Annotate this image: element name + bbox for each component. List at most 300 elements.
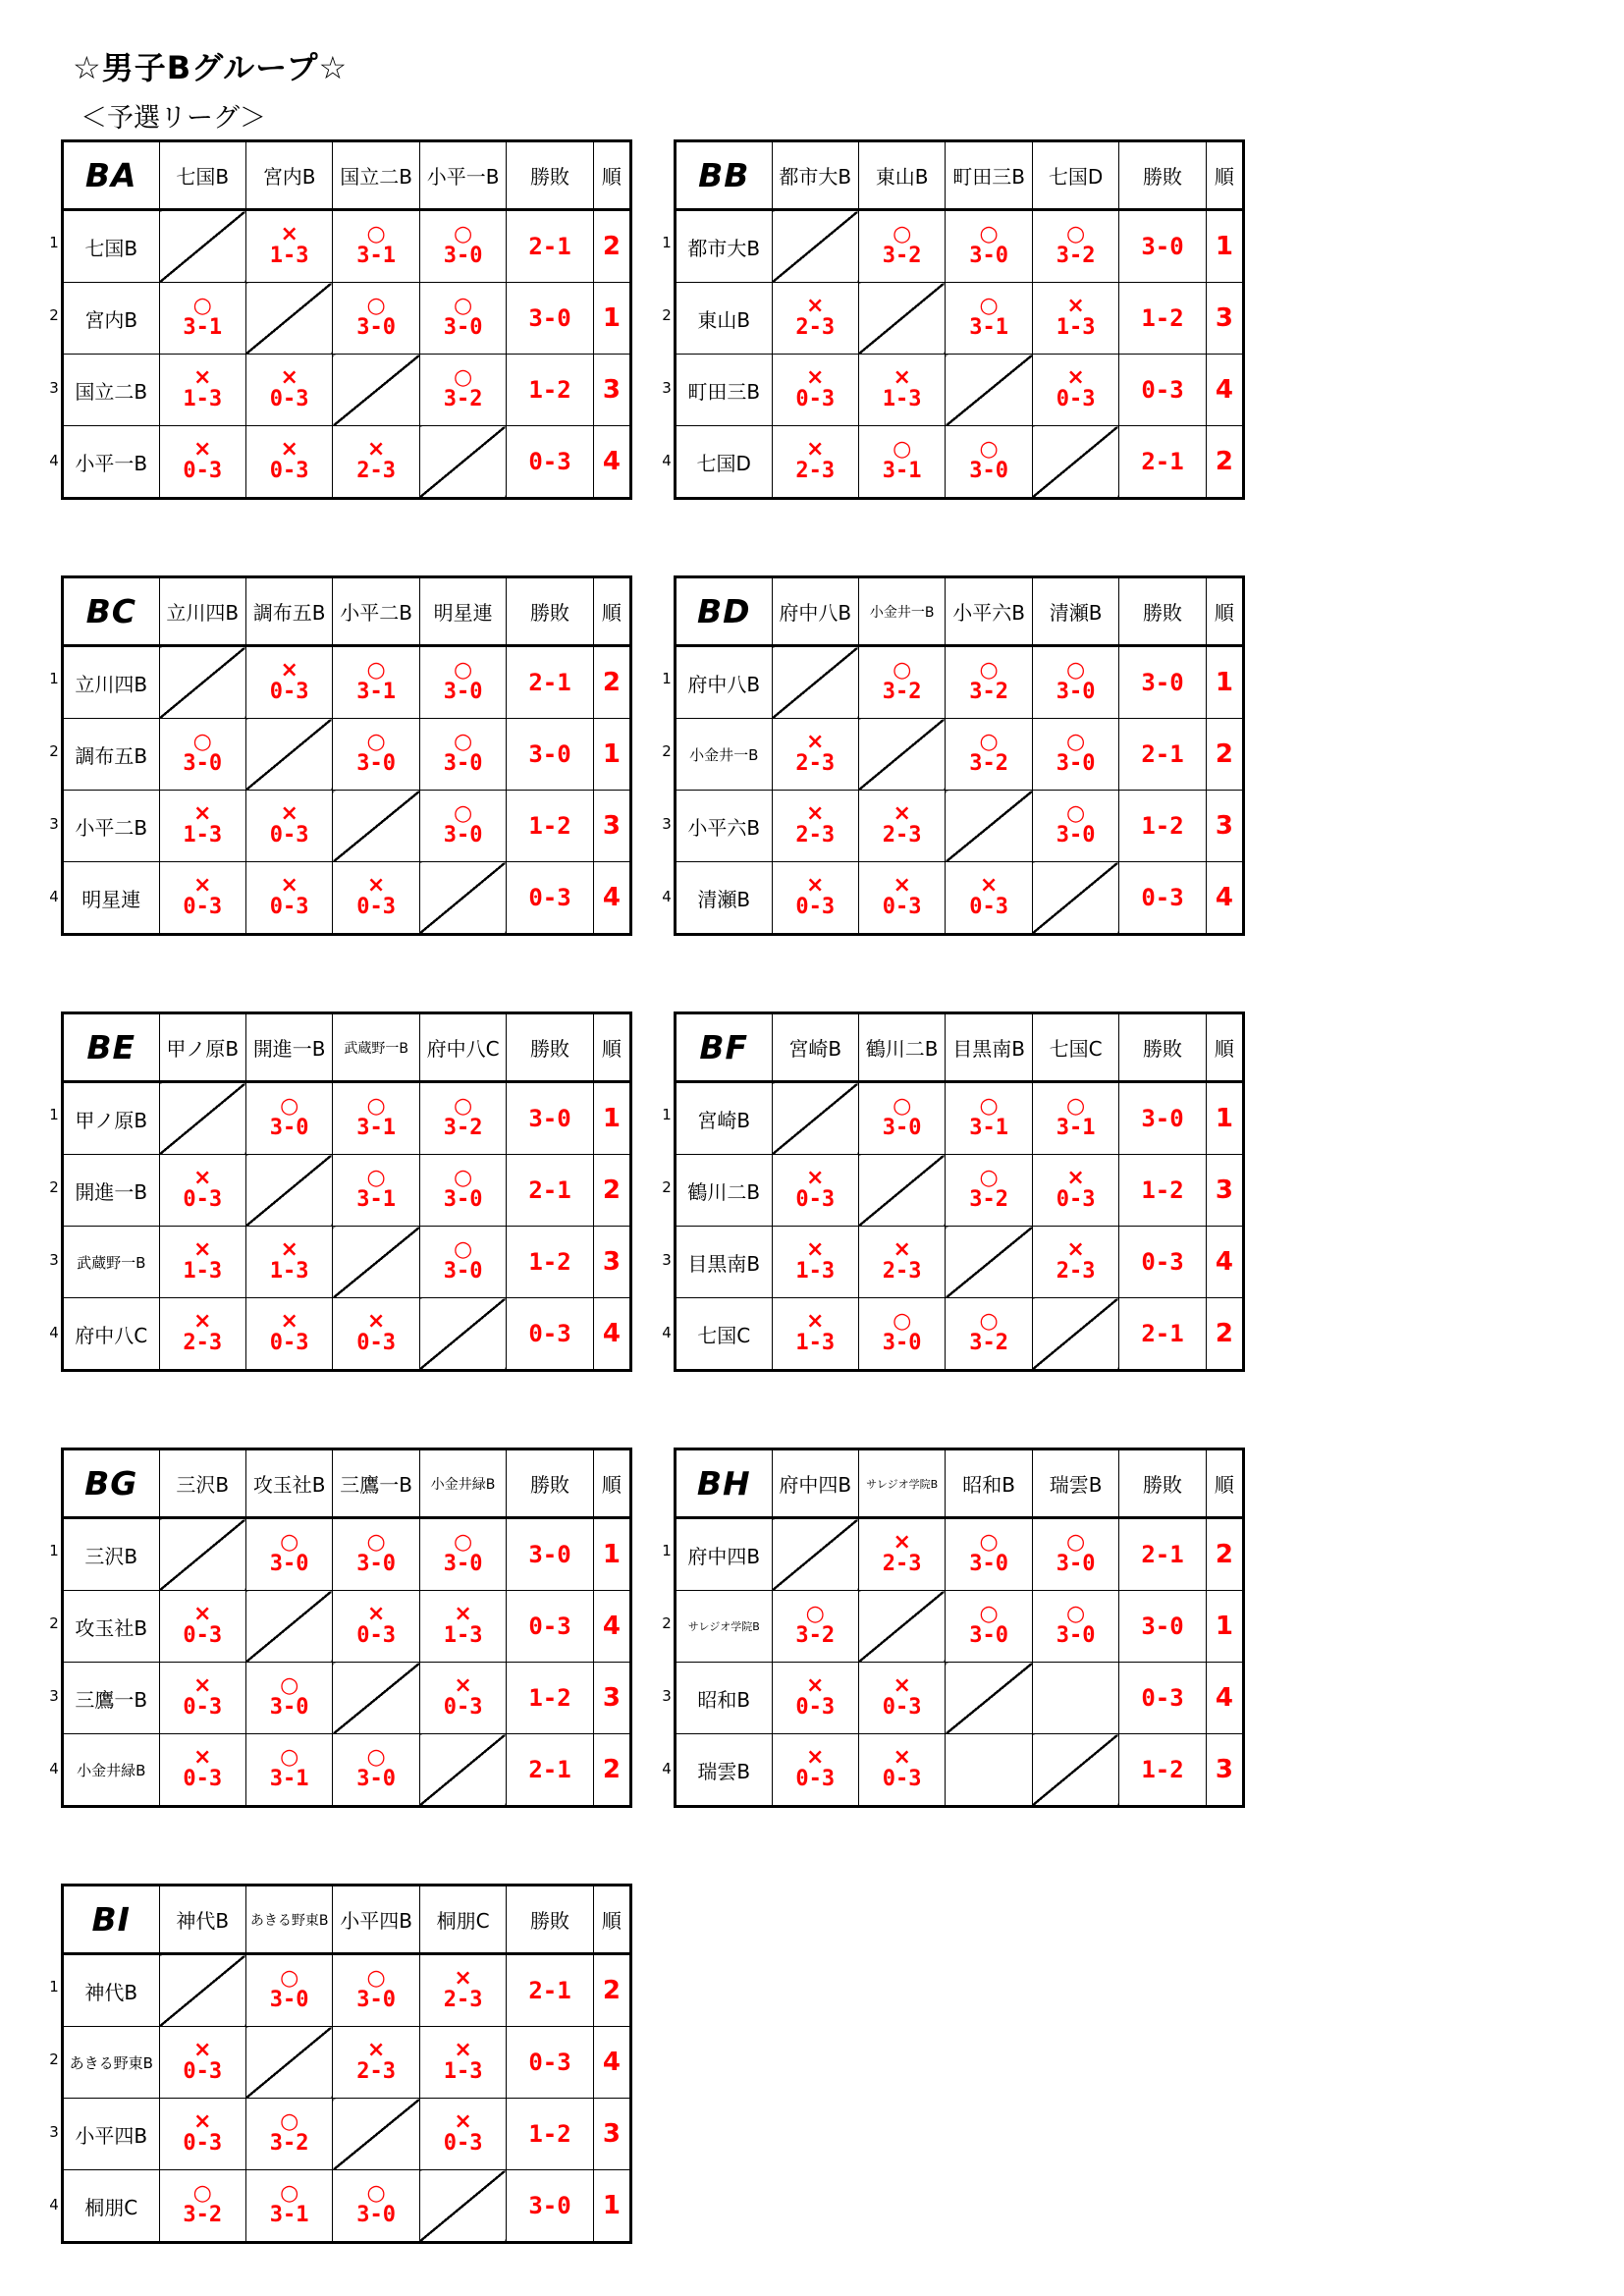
team-row	[63, 646, 631, 719]
result-mark: ○	[893, 658, 912, 683]
win-loss-record: 1-2	[507, 791, 593, 862]
result-mark: ×	[193, 1602, 212, 1626]
win-loss-record: 0-3	[1119, 355, 1206, 426]
match-result	[419, 1227, 506, 1298]
header-win-loss: 勝敗	[507, 141, 593, 210]
group-table	[61, 139, 632, 500]
result-score: 0-3	[795, 895, 836, 919]
column-team-name: 宮崎B	[772, 1013, 858, 1082]
result-score: 3-1	[356, 1116, 396, 1140]
team-row	[676, 210, 1244, 283]
match-result	[772, 1663, 858, 1734]
page-subtitle: ＜予選リーグ＞	[81, 103, 266, 134]
result-score: 0-3	[356, 895, 396, 919]
result-mark: ○	[192, 730, 212, 754]
match-result	[333, 1155, 419, 1227]
row-team-name: 桐朋C	[63, 2170, 160, 2243]
result-score: 2-3	[1056, 1259, 1096, 1284]
self-match-diagonal	[333, 791, 419, 862]
self-match-diagonal	[772, 210, 858, 283]
group-block-bi	[47, 1884, 648, 2247]
result-mark: ○	[453, 222, 473, 246]
row-team-name: 小平四B	[63, 2099, 160, 2170]
row-team-name: 立川四B	[63, 646, 160, 719]
result-mark: ○	[979, 437, 999, 462]
row-team-name: 府中八B	[676, 646, 773, 719]
match-result	[159, 2027, 245, 2099]
match-result	[159, 791, 245, 862]
result-score: 3-2	[969, 751, 1008, 776]
match-result	[333, 862, 419, 935]
match-result	[858, 791, 945, 862]
column-team-name: 攻玉社B	[245, 1449, 332, 1518]
result-score: 3-0	[356, 1552, 396, 1576]
match-result	[159, 1591, 245, 1663]
match-result	[333, 1591, 419, 1663]
result-score: 3-0	[356, 2203, 396, 2227]
rank-value: 3	[1206, 1155, 1243, 1227]
result-score: 0-3	[269, 895, 309, 919]
match-result	[1032, 1155, 1118, 1227]
self-match-diagonal	[772, 1082, 858, 1155]
win-loss-record: 2-1	[507, 1734, 593, 1807]
match-result	[245, 2099, 332, 2170]
row-team-name: 清瀬B	[676, 862, 773, 935]
column-team-name: 桐朋C	[419, 1886, 506, 1954]
match-result	[245, 1734, 332, 1807]
result-mark: ×	[280, 873, 298, 898]
row-team-name: 調布五B	[63, 719, 160, 791]
win-loss-record: 0-3	[507, 862, 593, 935]
rank-value: 1	[1206, 210, 1243, 283]
match-result	[858, 1227, 945, 1298]
row-number: 4	[49, 1760, 59, 1777]
win-loss-record: 0-3	[1119, 862, 1206, 935]
result-mark: ×	[193, 801, 212, 826]
result-score: 3-0	[882, 1331, 922, 1355]
group-table	[61, 1011, 632, 1372]
result-score: 3-2	[443, 387, 483, 411]
row-number: 1	[49, 1542, 59, 1559]
result-score: 0-3	[183, 895, 223, 919]
header-win-loss: 勝敗	[507, 1886, 593, 1954]
column-team-name: 府中八C	[419, 1013, 506, 1082]
column-team-name: 小平六B	[946, 577, 1032, 646]
row-team-name: 都市大B	[676, 210, 773, 283]
result-score: 3-0	[443, 1552, 483, 1576]
result-mark: ×	[193, 873, 212, 898]
result-score: 3-1	[882, 459, 922, 483]
result-mark: ○	[979, 730, 999, 754]
match-result	[946, 1298, 1032, 1371]
win-loss-record: 1-2	[1119, 1734, 1206, 1807]
win-loss-record: 1-2	[1119, 791, 1206, 862]
self-match-diagonal	[419, 426, 506, 499]
match-result	[159, 1734, 245, 1807]
match-result	[419, 210, 506, 283]
team-row	[676, 355, 1244, 426]
result-score: 1-3	[882, 387, 922, 411]
header-rank: 順	[1206, 577, 1243, 646]
rank-value: 3	[1206, 1734, 1243, 1807]
match-result	[159, 862, 245, 935]
result-mark: ×	[806, 1237, 825, 1262]
match-result	[245, 862, 332, 935]
row-number: 4	[662, 452, 672, 469]
win-loss-record: 3-0	[507, 1082, 593, 1155]
match-result	[946, 1155, 1032, 1227]
result-mark: ○	[366, 2181, 386, 2206]
match-result	[946, 646, 1032, 719]
team-row	[676, 1591, 1244, 1663]
row-number: 2	[662, 742, 672, 760]
match-result	[419, 1954, 506, 2027]
row-number: 4	[662, 1324, 672, 1341]
column-team-name: 開進一B	[245, 1013, 332, 1082]
result-mark: ×	[193, 437, 212, 462]
row-number: 1	[662, 234, 672, 251]
self-match-diagonal	[159, 646, 245, 719]
match-result	[772, 1155, 858, 1227]
result-mark: ○	[453, 730, 473, 754]
result-score: 0-3	[183, 2131, 223, 2156]
self-match-diagonal	[772, 1518, 858, 1591]
result-score: 3-1	[183, 315, 223, 340]
match-result	[245, 2170, 332, 2243]
result-score: 0-3	[269, 680, 309, 704]
group-block-bh	[660, 1448, 1261, 1811]
match-result	[1032, 1591, 1118, 1663]
team-row	[63, 1298, 631, 1371]
rank-value: 2	[593, 210, 630, 283]
team-row	[676, 719, 1244, 791]
result-mark: ×	[366, 873, 386, 898]
self-match-diagonal	[159, 210, 245, 283]
match-result	[419, 719, 506, 791]
row-number: 2	[49, 1178, 59, 1196]
result-score: 0-3	[183, 1767, 223, 1791]
result-mark: ×	[280, 658, 298, 683]
row-team-name: 町田三B	[676, 355, 773, 426]
column-team-name: 小平二B	[333, 577, 419, 646]
team-row	[676, 426, 1244, 499]
result-score: 3-0	[1056, 1623, 1096, 1648]
row-number: 1	[49, 234, 59, 251]
row-number: 1	[662, 1106, 672, 1123]
rank-value: 1	[1206, 646, 1243, 719]
row-number: 3	[662, 1687, 672, 1705]
rank-value: 4	[593, 2027, 630, 2099]
result-score: 0-3	[795, 387, 836, 411]
column-team-name: 府中四B	[772, 1449, 858, 1518]
result-mark: ○	[453, 1166, 473, 1190]
row-team-name: 宮内B	[63, 283, 160, 355]
self-match-diagonal	[946, 1227, 1032, 1298]
match-result	[245, 1663, 332, 1734]
rank-value: 2	[1206, 1298, 1243, 1371]
result-score: 3-2	[882, 680, 922, 704]
self-match-diagonal	[858, 1155, 945, 1227]
result-score: 0-3	[356, 1623, 396, 1648]
result-mark: ○	[1065, 1602, 1086, 1626]
match-result	[159, 1663, 245, 1734]
result-score: 3-1	[356, 244, 396, 268]
result-mark: ○	[893, 222, 912, 246]
match-result	[1032, 719, 1118, 791]
rank-value: 1	[593, 719, 630, 791]
self-match-diagonal	[858, 283, 945, 355]
row-number: 2	[662, 1614, 672, 1632]
match-result	[333, 2170, 419, 2243]
group-block-bc	[47, 575, 648, 939]
group-label: BH	[676, 1449, 773, 1518]
group-label: BE	[63, 1013, 160, 1082]
self-match-diagonal	[245, 1155, 332, 1227]
match-result	[333, 1298, 419, 1371]
result-score: 1-3	[443, 1623, 483, 1648]
result-score: 3-2	[443, 1116, 483, 1140]
column-team-name: 小金井一B	[858, 577, 945, 646]
result-score: 2-3	[356, 2059, 396, 2084]
header-win-loss: 勝敗	[1119, 1449, 1206, 1518]
rank-value: 2	[593, 1155, 630, 1227]
match-result	[245, 426, 332, 499]
row-number: 2	[662, 1178, 672, 1196]
self-match-diagonal	[333, 1227, 419, 1298]
result-mark: ○	[366, 294, 386, 318]
match-result	[159, 2170, 245, 2243]
match-result	[946, 719, 1032, 791]
result-score: 3-2	[969, 1187, 1008, 1212]
result-score: 3-1	[969, 1116, 1008, 1140]
column-team-name: 武蔵野一B	[333, 1013, 419, 1082]
match-result	[419, 646, 506, 719]
match-result	[245, 1954, 332, 2027]
group-block-bf	[660, 1011, 1261, 1375]
group-label: BG	[63, 1449, 160, 1518]
result-mark: ×	[280, 1309, 298, 1334]
column-team-name: 調布五B	[245, 577, 332, 646]
match-result	[333, 719, 419, 791]
team-row	[676, 1518, 1244, 1591]
team-row	[676, 1663, 1244, 1734]
match-result	[858, 1663, 945, 1734]
result-score: 1-3	[443, 2059, 483, 2084]
result-score: 3-0	[443, 680, 483, 704]
result-mark: ×	[193, 1237, 212, 1262]
match-result	[419, 1663, 506, 1734]
win-loss-record: 0-3	[507, 426, 593, 499]
result-score: 2-3	[882, 1552, 922, 1576]
column-team-name: 宮内B	[245, 141, 332, 210]
self-match-diagonal	[159, 1518, 245, 1591]
group-label: BB	[676, 141, 773, 210]
rank-value: 2	[593, 646, 630, 719]
result-mark: ○	[280, 1673, 299, 1698]
column-team-name: 七国C	[1032, 1013, 1118, 1082]
match-result	[159, 355, 245, 426]
column-team-name: あきる野東B	[245, 1886, 332, 1954]
match-result	[245, 1227, 332, 1298]
self-match-diagonal	[333, 2099, 419, 2170]
row-number: 4	[662, 1760, 672, 1777]
row-team-name: 七国D	[676, 426, 773, 499]
result-score: 0-3	[795, 1187, 836, 1212]
column-team-name: 三鷹一B	[333, 1449, 419, 1518]
header-win-loss: 勝敗	[1119, 577, 1206, 646]
match-result	[1032, 791, 1118, 862]
row-number: 1	[49, 1106, 59, 1123]
row-number: 2	[49, 2050, 59, 2068]
result-score: 0-3	[183, 1695, 223, 1720]
result-mark: ○	[979, 1309, 999, 1334]
result-mark: ×	[366, 1309, 386, 1334]
rank-value: 1	[593, 1518, 630, 1591]
row-team-name: 昭和B	[676, 1663, 773, 1734]
row-team-name: 府中八C	[63, 1298, 160, 1371]
row-number: 4	[49, 2196, 59, 2214]
team-row	[63, 2170, 631, 2243]
rank-value: 1	[593, 2170, 630, 2243]
match-result	[419, 1155, 506, 1227]
row-team-name: 開進一B	[63, 1155, 160, 1227]
result-mark: ○	[979, 1602, 999, 1626]
header-rank: 順	[593, 1886, 630, 1954]
group-table	[61, 1448, 632, 1808]
team-row	[676, 646, 1244, 719]
result-score: 3-0	[356, 1988, 396, 2012]
result-mark: ○	[192, 294, 212, 318]
self-match-diagonal	[858, 1591, 945, 1663]
match-result	[159, 1298, 245, 1371]
row-number: 1	[49, 670, 59, 687]
result-score: 2-3	[183, 1331, 223, 1355]
result-score: 3-0	[269, 1116, 309, 1140]
row-number: 4	[49, 452, 59, 469]
result-score: 0-3	[183, 1187, 223, 1212]
result-score: 0-3	[882, 1767, 922, 1791]
self-match-diagonal	[245, 719, 332, 791]
result-mark: ×	[280, 222, 298, 246]
result-score: 0-3	[1056, 387, 1096, 411]
result-mark: ×	[280, 1237, 298, 1262]
result-score: 3-1	[269, 2203, 309, 2227]
row-team-name: 目黒南B	[676, 1227, 773, 1298]
team-row	[63, 1591, 631, 1663]
result-mark: ×	[454, 1966, 472, 1991]
result-score: 3-0	[269, 1552, 309, 1576]
team-row	[676, 1155, 1244, 1227]
result-score: 3-1	[1056, 1116, 1096, 1140]
win-loss-record: 2-1	[507, 646, 593, 719]
row-number: 2	[662, 306, 672, 324]
result-score: 3-0	[882, 1116, 922, 1140]
team-row	[63, 355, 631, 426]
group-block-bb	[660, 139, 1261, 503]
match-result	[946, 426, 1032, 499]
result-mark: ○	[453, 658, 473, 683]
match-result	[772, 426, 858, 499]
result-mark: ○	[366, 1094, 386, 1119]
page-title: ☆男子Bグループ☆	[73, 49, 349, 86]
row-team-name: 三沢B	[63, 1518, 160, 1591]
match-result	[159, 1227, 245, 1298]
result-mark: ×	[193, 1166, 212, 1190]
header-rank: 順	[1206, 1449, 1243, 1518]
team-row	[676, 1298, 1244, 1371]
win-loss-record: 2-1	[1119, 719, 1206, 791]
result-mark: ×	[893, 1530, 911, 1555]
match-result	[1032, 1227, 1118, 1298]
row-number: 3	[662, 379, 672, 397]
row-team-name: 七国C	[676, 1298, 773, 1371]
result-mark: ○	[453, 1094, 473, 1119]
match-result	[772, 283, 858, 355]
match-result	[159, 719, 245, 791]
result-mark: ×	[454, 2038, 472, 2062]
column-team-name: 甲ノ原B	[159, 1013, 245, 1082]
result-score: 1-3	[183, 823, 223, 847]
win-loss-record: 3-0	[507, 719, 593, 791]
match-result	[245, 1082, 332, 1155]
row-number: 2	[49, 1614, 59, 1632]
result-mark: ○	[280, 1094, 299, 1119]
win-loss-record: 1-2	[1119, 283, 1206, 355]
rank-value: 3	[593, 1227, 630, 1298]
win-loss-record: 3-0	[507, 1518, 593, 1591]
result-score: 3-2	[795, 1623, 836, 1648]
team-row	[63, 283, 631, 355]
result-score: 0-3	[183, 2059, 223, 2084]
result-score: 3-0	[1056, 823, 1096, 847]
result-mark: ×	[1066, 1166, 1085, 1190]
result-mark: ×	[893, 1673, 911, 1698]
match-result	[419, 1518, 506, 1591]
match-result	[419, 355, 506, 426]
result-mark: ×	[806, 1745, 825, 1770]
self-match-diagonal	[419, 1298, 506, 1371]
result-mark: ○	[192, 2181, 212, 2206]
win-loss-record: 3-0	[1119, 210, 1206, 283]
column-team-name: 小平一B	[419, 141, 506, 210]
result-mark: ○	[453, 1530, 473, 1555]
header-win-loss: 勝敗	[507, 577, 593, 646]
row-team-name: 宮崎B	[676, 1082, 773, 1155]
row-number: 3	[49, 1687, 59, 1705]
result-score: 0-3	[969, 895, 1008, 919]
result-mark: ○	[366, 1166, 386, 1190]
win-loss-record: 0-3	[1119, 1663, 1206, 1734]
result-mark: ×	[454, 2109, 472, 2134]
result-mark: ○	[280, 1966, 299, 1991]
result-score: 0-3	[443, 2131, 483, 2156]
match-result	[858, 355, 945, 426]
rank-value: 2	[1206, 719, 1243, 791]
result-mark: ○	[1065, 658, 1086, 683]
win-loss-record: 2-1	[507, 1155, 593, 1227]
rank-value: 4	[593, 426, 630, 499]
result-score: 2-3	[795, 315, 836, 340]
result-mark: ○	[1065, 222, 1086, 246]
row-team-name: 小平二B	[63, 791, 160, 862]
self-match-diagonal	[159, 1082, 245, 1155]
rank-value: 1	[593, 283, 630, 355]
group-label: BI	[63, 1886, 160, 1954]
result-mark: ○	[366, 658, 386, 683]
self-match-diagonal	[245, 1591, 332, 1663]
group-label: BA	[63, 141, 160, 210]
self-match-diagonal	[772, 646, 858, 719]
